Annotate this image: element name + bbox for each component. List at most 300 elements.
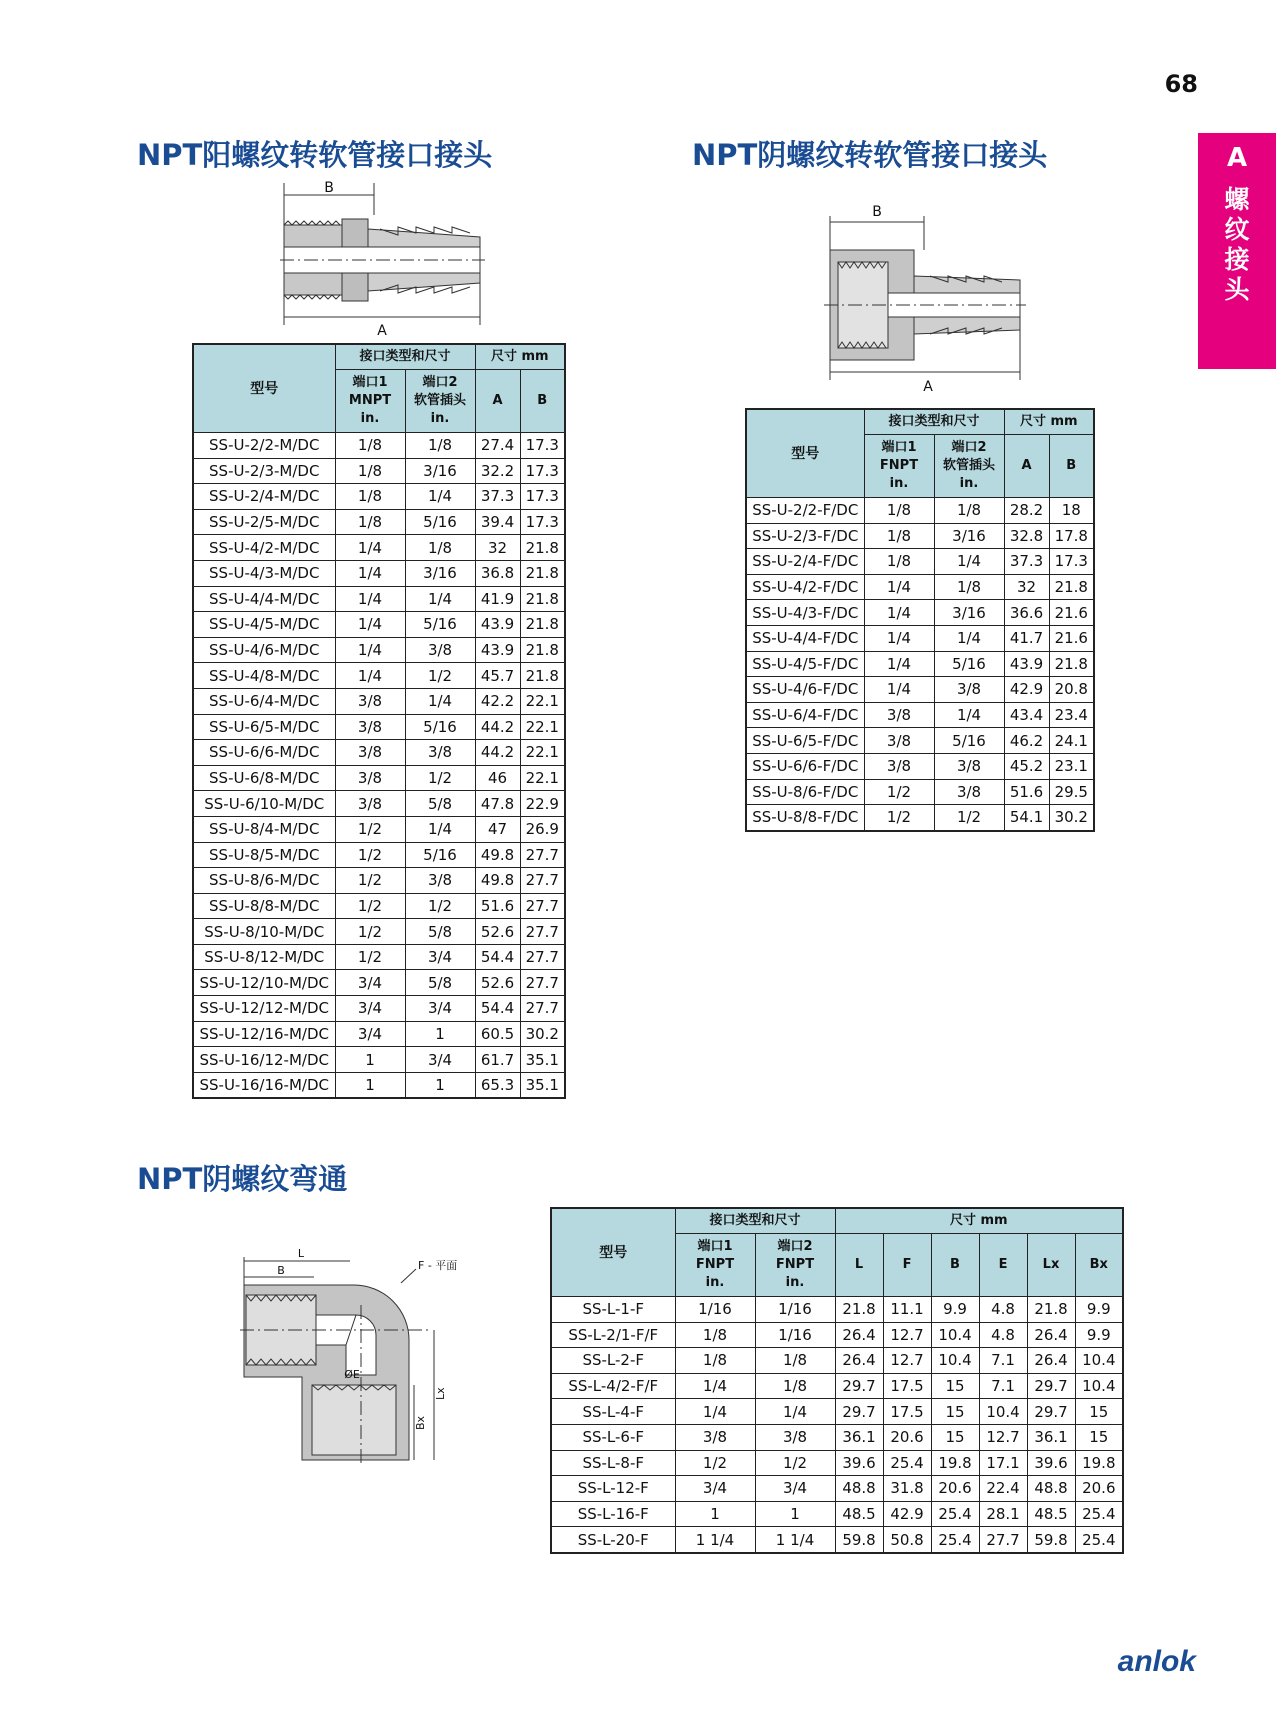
- table-row: [551, 1399, 1123, 1425]
- value-cell: 26.9: [520, 816, 565, 842]
- port1-header: 端口1 MNPT in.: [335, 370, 405, 433]
- elbow-fitting-drawing: [236, 1245, 472, 1465]
- size-header: 尺寸 mm: [835, 1208, 1123, 1234]
- value-cell: 3/8: [934, 753, 1004, 779]
- col-b-header: B: [931, 1234, 979, 1297]
- model-cell: SS-U-8/10-M/DC: [193, 919, 335, 945]
- value-cell: 3/16: [934, 523, 1004, 549]
- col-a-header: A: [1004, 435, 1049, 498]
- value-cell: 1/8: [755, 1373, 835, 1399]
- model-cell: SS-U-2/4-F/DC: [746, 549, 864, 575]
- col-b-header: B: [1049, 435, 1094, 498]
- table-row: [193, 868, 565, 894]
- value-cell: 26.4: [1027, 1322, 1075, 1348]
- model-cell: SS-U-2/2-F/DC: [746, 498, 864, 524]
- model-cell: SS-L-6-F: [551, 1424, 675, 1450]
- dimension-a-label: A: [923, 379, 933, 395]
- model-cell: SS-U-6/5-F/DC: [746, 728, 864, 754]
- value-cell: 54.4: [475, 944, 520, 970]
- value-cell: 12.7: [979, 1424, 1027, 1450]
- value-cell: 10.4: [979, 1399, 1027, 1425]
- value-cell: 25.4: [1075, 1527, 1123, 1553]
- table-row: [551, 1424, 1123, 1450]
- value-cell: 3/4: [675, 1476, 755, 1502]
- section-tab-text: [1198, 185, 1276, 305]
- table-row: [193, 458, 565, 484]
- table-row: [551, 1527, 1123, 1553]
- table-row: [193, 765, 565, 791]
- dimension-bx-label: Bx: [414, 1415, 427, 1430]
- model-cell: SS-U-16/12-M/DC: [193, 1047, 335, 1073]
- value-cell: 1/8: [934, 574, 1004, 600]
- value-cell: 21.8: [1027, 1297, 1075, 1323]
- value-cell: 32.8: [1004, 523, 1049, 549]
- value-cell: 39.6: [1027, 1450, 1075, 1476]
- value-cell: 21.8: [835, 1297, 883, 1323]
- model-cell: SS-U-6/4-M/DC: [193, 688, 335, 714]
- col-b-header: B: [520, 370, 565, 433]
- port2-header: 端口2 软管插头 in.: [934, 435, 1004, 498]
- value-cell: 32: [475, 535, 520, 561]
- value-cell: 29.7: [835, 1399, 883, 1425]
- value-cell: 3/8: [405, 868, 475, 894]
- value-cell: 1/2: [405, 663, 475, 689]
- value-cell: 1 1/4: [755, 1527, 835, 1553]
- model-cell: SS-U-8/6-M/DC: [193, 868, 335, 894]
- male-hose-fitting-drawing: [270, 175, 490, 340]
- value-cell: 41.9: [475, 586, 520, 612]
- value-cell: 45.7: [475, 663, 520, 689]
- elbow-section-title: NPT阴螺纹弯通: [137, 1162, 348, 1196]
- value-cell: 15: [1075, 1424, 1123, 1450]
- table-row: [551, 1348, 1123, 1374]
- value-cell: 43.4: [1004, 702, 1049, 728]
- value-cell: 4.8: [979, 1322, 1027, 1348]
- value-cell: 5/8: [405, 919, 475, 945]
- model-cell: SS-L-4/2-F/F: [551, 1373, 675, 1399]
- dimension-e-label: ØE: [344, 1368, 360, 1381]
- model-cell: SS-U-2/5-M/DC: [193, 509, 335, 535]
- model-cell: SS-U-6/10-M/DC: [193, 791, 335, 817]
- table-row: [551, 1373, 1123, 1399]
- elbow-spec-table: [550, 1207, 1124, 1554]
- value-cell: 32.2: [475, 458, 520, 484]
- value-cell: 65.3: [475, 1072, 520, 1098]
- value-cell: 27.7: [520, 970, 565, 996]
- value-cell: 37.3: [1004, 549, 1049, 575]
- value-cell: 27.7: [520, 842, 565, 868]
- value-cell: 3/8: [864, 728, 934, 754]
- table-row: [551, 1450, 1123, 1476]
- model-cell: SS-U-4/6-F/DC: [746, 677, 864, 703]
- value-cell: 3/4: [335, 970, 405, 996]
- value-cell: 9.9: [1075, 1322, 1123, 1348]
- value-cell: 5/16: [405, 612, 475, 638]
- table-row: [193, 612, 565, 638]
- value-cell: 1/4: [864, 625, 934, 651]
- table-row: [193, 433, 565, 459]
- value-cell: 29.7: [1027, 1373, 1075, 1399]
- value-cell: 47: [475, 816, 520, 842]
- model-cell: SS-L-1-F: [551, 1297, 675, 1323]
- value-cell: 27.7: [520, 868, 565, 894]
- model-cell: SS-U-2/3-M/DC: [193, 458, 335, 484]
- table-row: [193, 1021, 565, 1047]
- value-cell: 21.8: [1049, 651, 1094, 677]
- value-cell: 59.8: [835, 1527, 883, 1553]
- section-tab-char: 接: [1224, 245, 1250, 274]
- value-cell: 3/8: [335, 688, 405, 714]
- table-row: [746, 498, 1094, 524]
- female-section-title: NPT阴螺纹转软管接口接头: [692, 138, 1048, 172]
- table-row: [193, 484, 565, 510]
- value-cell: 1/16: [755, 1322, 835, 1348]
- value-cell: 1: [405, 1021, 475, 1047]
- value-cell: 21.8: [1049, 574, 1094, 600]
- value-cell: 1/4: [934, 549, 1004, 575]
- value-cell: 36.8: [475, 560, 520, 586]
- value-cell: 22.9: [520, 791, 565, 817]
- value-cell: 1/8: [335, 433, 405, 459]
- connect-header: 接口类型和尺寸: [864, 409, 1004, 435]
- value-cell: 26.4: [835, 1348, 883, 1374]
- port2-header: 端口2 软管插头 in.: [405, 370, 475, 433]
- value-cell: 1/4: [405, 586, 475, 612]
- value-cell: 3/4: [405, 996, 475, 1022]
- value-cell: 24.1: [1049, 728, 1094, 754]
- value-cell: 17.3: [520, 484, 565, 510]
- value-cell: 36.1: [835, 1424, 883, 1450]
- value-cell: 46: [475, 765, 520, 791]
- value-cell: 3/16: [405, 560, 475, 586]
- value-cell: 10.4: [1075, 1348, 1123, 1374]
- value-cell: 1/4: [335, 612, 405, 638]
- value-cell: 1/4: [755, 1399, 835, 1425]
- model-cell: SS-U-8/5-M/DC: [193, 842, 335, 868]
- value-cell: 20.6: [883, 1424, 931, 1450]
- table-row: [746, 600, 1094, 626]
- value-cell: 25.4: [931, 1527, 979, 1553]
- value-cell: 4.8: [979, 1297, 1027, 1323]
- value-cell: 43.9: [1004, 651, 1049, 677]
- value-cell: 1/8: [675, 1348, 755, 1374]
- value-cell: 1/8: [405, 535, 475, 561]
- value-cell: 61.7: [475, 1047, 520, 1073]
- model-cell: SS-U-2/2-M/DC: [193, 433, 335, 459]
- model-cell: SS-U-6/8-M/DC: [193, 765, 335, 791]
- value-cell: 1 1/4: [675, 1527, 755, 1553]
- value-cell: 27.4: [475, 433, 520, 459]
- value-cell: 15: [1075, 1399, 1123, 1425]
- value-cell: 1/8: [755, 1348, 835, 1374]
- value-cell: 3/4: [405, 1047, 475, 1073]
- value-cell: 48.8: [1027, 1476, 1075, 1502]
- size-header: 尺寸 mm: [475, 344, 565, 370]
- table-row: [193, 560, 565, 586]
- port1-header: 端口1 FNPT in.: [864, 435, 934, 498]
- connect-header: 接口类型和尺寸: [675, 1208, 835, 1234]
- model-cell: SS-U-4/2-M/DC: [193, 535, 335, 561]
- size-header: 尺寸 mm: [1004, 409, 1094, 435]
- value-cell: 28.1: [979, 1501, 1027, 1527]
- value-cell: 35.1: [520, 1072, 565, 1098]
- value-cell: 52.6: [475, 970, 520, 996]
- value-cell: 10.4: [1075, 1373, 1123, 1399]
- female-spec-table: [745, 408, 1095, 832]
- value-cell: 27.7: [979, 1527, 1027, 1553]
- dimension-b-label: B: [277, 1264, 285, 1277]
- table-row: [193, 816, 565, 842]
- flat-f-label: F - 平面: [418, 1259, 458, 1272]
- model-cell: SS-L-8-F: [551, 1450, 675, 1476]
- value-cell: 1/2: [755, 1450, 835, 1476]
- table-row: [193, 1047, 565, 1073]
- value-cell: 3/4: [335, 996, 405, 1022]
- value-cell: 48.5: [1027, 1501, 1075, 1527]
- value-cell: 21.8: [520, 663, 565, 689]
- value-cell: 3/4: [755, 1476, 835, 1502]
- table-row: [193, 535, 565, 561]
- value-cell: 17.5: [883, 1373, 931, 1399]
- table-row: [551, 1476, 1123, 1502]
- value-cell: 1/2: [675, 1450, 755, 1476]
- model-cell: SS-U-2/4-M/DC: [193, 484, 335, 510]
- value-cell: 1/4: [335, 663, 405, 689]
- value-cell: 1: [675, 1501, 755, 1527]
- value-cell: 1/4: [405, 484, 475, 510]
- value-cell: 54.1: [1004, 805, 1049, 831]
- value-cell: 39.4: [475, 509, 520, 535]
- value-cell: 1/8: [335, 484, 405, 510]
- model-cell: SS-U-8/6-F/DC: [746, 779, 864, 805]
- table-row: [746, 651, 1094, 677]
- model-header: 型号: [193, 344, 335, 433]
- model-cell: SS-L-2/1-F/F: [551, 1322, 675, 1348]
- value-cell: 5/16: [934, 728, 1004, 754]
- brand-logo: anlok: [1117, 1645, 1196, 1678]
- value-cell: 18: [1049, 498, 1094, 524]
- value-cell: 3/8: [335, 765, 405, 791]
- model-cell: SS-U-4/3-M/DC: [193, 560, 335, 586]
- col-f-header: F: [883, 1234, 931, 1297]
- value-cell: 5/16: [405, 842, 475, 868]
- value-cell: 43.9: [475, 637, 520, 663]
- value-cell: 27.7: [520, 893, 565, 919]
- value-cell: 37.3: [475, 484, 520, 510]
- section-tab-char: 纹: [1224, 215, 1250, 244]
- value-cell: 26.4: [1027, 1348, 1075, 1374]
- male-spec-table: [192, 343, 566, 1099]
- value-cell: 17.3: [520, 433, 565, 459]
- value-cell: 51.6: [1004, 779, 1049, 805]
- section-tab-char: 头: [1224, 275, 1250, 304]
- value-cell: 3/4: [405, 944, 475, 970]
- model-cell: SS-L-2-F: [551, 1348, 675, 1374]
- value-cell: 1/4: [335, 560, 405, 586]
- value-cell: 1/2: [335, 868, 405, 894]
- value-cell: 17.3: [520, 509, 565, 535]
- value-cell: 1/8: [864, 523, 934, 549]
- table-row: [193, 944, 565, 970]
- table-row: [746, 523, 1094, 549]
- dimension-b-label: B: [872, 204, 882, 220]
- value-cell: 51.6: [475, 893, 520, 919]
- value-cell: 30.2: [520, 1021, 565, 1047]
- value-cell: 10.4: [931, 1348, 979, 1374]
- col-bx-header: Bx: [1075, 1234, 1123, 1297]
- model-cell: SS-U-12/10-M/DC: [193, 970, 335, 996]
- value-cell: 1/4: [934, 702, 1004, 728]
- col-l-header: L: [835, 1234, 883, 1297]
- model-cell: SS-U-4/5-F/DC: [746, 651, 864, 677]
- value-cell: 20.6: [1075, 1476, 1123, 1502]
- connect-header: 接口类型和尺寸: [335, 344, 475, 370]
- model-cell: SS-U-6/4-F/DC: [746, 702, 864, 728]
- value-cell: 22.1: [520, 688, 565, 714]
- value-cell: 5/8: [405, 791, 475, 817]
- female-hose-fitting-drawing: [820, 200, 1030, 395]
- value-cell: 17.8: [1049, 523, 1094, 549]
- model-cell: SS-L-12-F: [551, 1476, 675, 1502]
- value-cell: 1/4: [675, 1373, 755, 1399]
- model-cell: SS-U-4/8-M/DC: [193, 663, 335, 689]
- value-cell: 1/4: [864, 574, 934, 600]
- section-tab-char: 螺: [1224, 185, 1250, 214]
- value-cell: 50.8: [883, 1527, 931, 1553]
- port2-header: 端口2 FNPT in.: [755, 1234, 835, 1297]
- model-cell: SS-U-4/4-M/DC: [193, 586, 335, 612]
- value-cell: 23.4: [1049, 702, 1094, 728]
- value-cell: 1/2: [405, 765, 475, 791]
- model-cell: SS-U-8/8-F/DC: [746, 805, 864, 831]
- table-row: [746, 677, 1094, 703]
- value-cell: 3/16: [405, 458, 475, 484]
- model-header: 型号: [746, 409, 864, 498]
- page-number: 68: [1164, 70, 1198, 98]
- table-row: [746, 625, 1094, 651]
- table-row: [746, 702, 1094, 728]
- section-tab-letter: A: [1226, 143, 1248, 173]
- value-cell: 5/16: [934, 651, 1004, 677]
- value-cell: 22.1: [520, 714, 565, 740]
- value-cell: 1/8: [934, 498, 1004, 524]
- value-cell: 44.2: [475, 714, 520, 740]
- table-row: [193, 637, 565, 663]
- value-cell: 1/2: [335, 944, 405, 970]
- table-row: [746, 805, 1094, 831]
- value-cell: 42.2: [475, 688, 520, 714]
- col-e-header: E: [979, 1234, 1027, 1297]
- value-cell: 28.2: [1004, 498, 1049, 524]
- table-row: [746, 728, 1094, 754]
- value-cell: 22.4: [979, 1476, 1027, 1502]
- value-cell: 43.9: [475, 612, 520, 638]
- value-cell: 17.3: [520, 458, 565, 484]
- value-cell: 29.7: [835, 1373, 883, 1399]
- value-cell: 17.1: [979, 1450, 1027, 1476]
- model-cell: SS-U-12/12-M/DC: [193, 996, 335, 1022]
- value-cell: 27.7: [520, 996, 565, 1022]
- model-cell: SS-U-8/8-M/DC: [193, 893, 335, 919]
- value-cell: 25.4: [931, 1501, 979, 1527]
- value-cell: 23.1: [1049, 753, 1094, 779]
- table-row: [193, 919, 565, 945]
- section-tab: [1198, 133, 1276, 369]
- value-cell: 22.1: [520, 740, 565, 766]
- value-cell: 1/8: [335, 458, 405, 484]
- value-cell: 1/2: [864, 805, 934, 831]
- value-cell: 21.8: [520, 612, 565, 638]
- table-row: [551, 1501, 1123, 1527]
- value-cell: 35.1: [520, 1047, 565, 1073]
- table-row: [193, 740, 565, 766]
- value-cell: 5/16: [405, 714, 475, 740]
- value-cell: 1/8: [405, 433, 475, 459]
- value-cell: 26.4: [835, 1322, 883, 1348]
- value-cell: 25.4: [1075, 1501, 1123, 1527]
- model-cell: SS-U-8/12-M/DC: [193, 944, 335, 970]
- value-cell: 1/8: [864, 498, 934, 524]
- value-cell: 1/16: [675, 1297, 755, 1323]
- table-row: [193, 970, 565, 996]
- value-cell: 21.8: [520, 535, 565, 561]
- dimension-a-label: A: [377, 323, 387, 339]
- model-cell: SS-U-6/6-F/DC: [746, 753, 864, 779]
- value-cell: 3/16: [934, 600, 1004, 626]
- value-cell: 7.1: [979, 1348, 1027, 1374]
- value-cell: 48.8: [835, 1476, 883, 1502]
- value-cell: 1/2: [335, 816, 405, 842]
- model-cell: SS-U-4/6-M/DC: [193, 637, 335, 663]
- value-cell: 1: [335, 1072, 405, 1098]
- model-cell: SS-U-6/6-M/DC: [193, 740, 335, 766]
- table-row: [551, 1297, 1123, 1323]
- value-cell: 42.9: [1004, 677, 1049, 703]
- value-cell: 1/8: [675, 1322, 755, 1348]
- value-cell: 20.6: [931, 1476, 979, 1502]
- value-cell: 52.6: [475, 919, 520, 945]
- model-cell: SS-U-4/4-F/DC: [746, 625, 864, 651]
- value-cell: 3/8: [405, 740, 475, 766]
- model-header: 型号: [551, 1208, 675, 1297]
- model-cell: SS-L-4-F: [551, 1399, 675, 1425]
- col-lx-header: Lx: [1027, 1234, 1075, 1297]
- value-cell: 3/8: [934, 779, 1004, 805]
- value-cell: 10.4: [931, 1322, 979, 1348]
- value-cell: 3/4: [335, 1021, 405, 1047]
- table-row: [193, 842, 565, 868]
- value-cell: 3/8: [335, 714, 405, 740]
- value-cell: 25.4: [883, 1450, 931, 1476]
- value-cell: 1/16: [755, 1297, 835, 1323]
- value-cell: 39.6: [835, 1450, 883, 1476]
- value-cell: 27.7: [520, 919, 565, 945]
- value-cell: 1/2: [405, 893, 475, 919]
- table-row: [746, 549, 1094, 575]
- value-cell: 29.5: [1049, 779, 1094, 805]
- value-cell: 3/8: [335, 791, 405, 817]
- value-cell: 1/4: [864, 600, 934, 626]
- col-a-header: A: [475, 370, 520, 433]
- value-cell: 45.2: [1004, 753, 1049, 779]
- value-cell: 1/4: [934, 625, 1004, 651]
- value-cell: 1/4: [405, 688, 475, 714]
- value-cell: 3/8: [335, 740, 405, 766]
- male-section-title: NPT阳螺纹转软管接口接头: [137, 138, 493, 172]
- value-cell: 48.5: [835, 1501, 883, 1527]
- value-cell: 1/2: [864, 779, 934, 805]
- value-cell: 20.8: [1049, 677, 1094, 703]
